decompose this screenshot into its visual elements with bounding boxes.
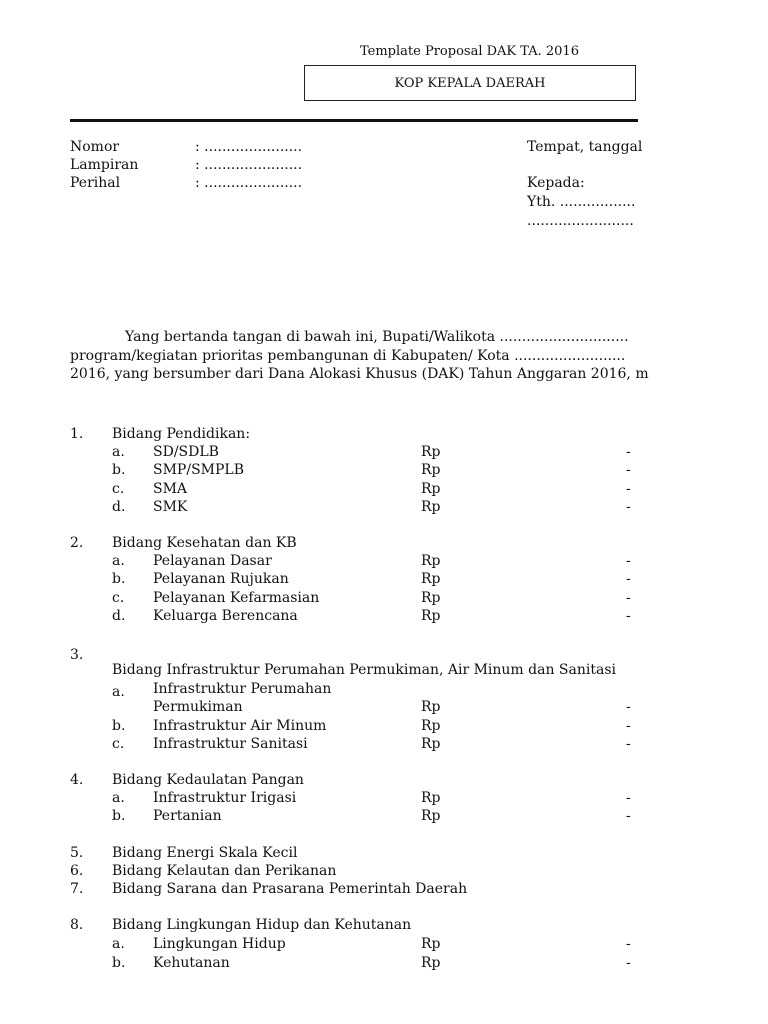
currency-label: Rp	[421, 499, 441, 515]
address-line: ........................	[527, 213, 634, 229]
item-letter: d.	[112, 499, 126, 515]
item-label: Kehutanan	[153, 955, 230, 971]
amount-dash: -	[626, 553, 631, 569]
amount-dash: -	[626, 444, 631, 460]
currency-label: Rp	[421, 553, 441, 569]
item-letter: a.	[112, 684, 125, 700]
body-line-2: program/kegiatan prioritas pembangunan di Kabupaten/ Kota .........................	[70, 348, 626, 364]
nomor-label: Nomor	[70, 139, 120, 155]
item-label: Infrastruktur Sanitasi	[153, 736, 308, 752]
item-label: SD/SDLB	[153, 444, 219, 460]
amount-dash: -	[626, 699, 631, 715]
section-number: 3.	[70, 647, 84, 663]
item-label: Pertanian	[153, 808, 222, 824]
perihal-label: Perihal	[70, 175, 121, 191]
item-label: SMP/SMPLB	[153, 462, 244, 478]
section-number: 2.	[70, 535, 84, 551]
item-label: Pelayanan Dasar	[153, 553, 272, 569]
item-label: Infrastruktur Irigasi	[153, 790, 297, 806]
kop-label: KOP KEPALA DAERAH	[394, 75, 546, 91]
section-title: Bidang Sarana dan Prasarana Pemerintah Daerah	[112, 881, 468, 897]
amount-dash: -	[626, 790, 631, 806]
currency-label: Rp	[421, 481, 441, 497]
section-title: Bidang Kedaulatan Pangan	[112, 772, 304, 788]
kop-kepala-daerah-box	[304, 65, 636, 101]
section-title: Bidang Lingkungan Hidup dan Kehutanan	[112, 917, 412, 933]
item-label: Infrastruktur Air Minum	[153, 718, 327, 734]
currency-label: Rp	[421, 571, 441, 587]
currency-label: Rp	[421, 736, 441, 752]
yth-line: Yth. .................	[527, 194, 636, 210]
nomor-value: : ......................	[195, 139, 303, 155]
item-label: Pelayanan Rujukan	[153, 571, 289, 587]
body-line-1: Yang bertanda tangan di bawah ini, Bupati/Walikota .............................	[125, 329, 629, 345]
item-letter: b.	[112, 462, 126, 478]
kepada-label: Kepada:	[527, 175, 585, 191]
item-label: SMA	[153, 481, 188, 497]
item-letter: a.	[112, 444, 125, 460]
section-number: 4.	[70, 772, 84, 788]
amount-dash: -	[626, 590, 631, 606]
lampiran-label: Lampiran	[70, 157, 139, 173]
section-number: 6.	[70, 863, 84, 879]
amount-dash: -	[626, 718, 631, 734]
section-title: Bidang Kesehatan dan KB	[112, 535, 297, 551]
section-title: Bidang Infrastruktur Perumahan Permukiman, Air Minum dan Sanitasi	[112, 662, 616, 678]
body-line-3: 2016, yang bersumber dari Dana Alokasi Khusus (DAK) Tahun Anggaran 2016, m	[70, 366, 649, 382]
lampiran-value: : ......................	[195, 157, 303, 173]
currency-label: Rp	[421, 936, 441, 952]
item-letter: c.	[112, 736, 125, 752]
header-rule	[70, 119, 638, 122]
amount-dash: -	[626, 462, 631, 478]
currency-label: Rp	[421, 808, 441, 824]
amount-dash: -	[626, 736, 631, 752]
item-letter: c.	[112, 481, 125, 497]
currency-label: Rp	[421, 590, 441, 606]
item-letter: d.	[112, 608, 126, 624]
section-number: 8.	[70, 917, 84, 933]
item-letter: b.	[112, 571, 126, 587]
section-number: 1.	[70, 426, 84, 442]
tempat-tanggal: Tempat, tanggal	[527, 139, 643, 155]
item-label: SMK	[153, 499, 188, 515]
currency-label: Rp	[421, 955, 441, 971]
item-letter: b.	[112, 718, 126, 734]
amount-dash: -	[626, 936, 631, 952]
amount-dash: -	[626, 481, 631, 497]
item-label: Lingkungan Hidup	[153, 936, 286, 952]
perihal-value: : ......................	[195, 175, 303, 191]
item-label: Pelayanan Kefarmasian	[153, 590, 320, 606]
item-letter: a.	[112, 553, 125, 569]
amount-dash: -	[626, 808, 631, 824]
section-title: Bidang Kelautan dan Perikanan	[112, 863, 337, 879]
item-label-continued: Permukiman	[153, 699, 243, 715]
currency-label: Rp	[421, 699, 441, 715]
item-label: Infrastruktur Perumahan	[153, 681, 332, 697]
currency-label: Rp	[421, 718, 441, 734]
template-title: Template Proposal DAK TA. 2016	[360, 44, 579, 59]
item-letter: b.	[112, 955, 126, 971]
amount-dash: -	[626, 608, 631, 624]
item-letter: b.	[112, 808, 126, 824]
item-letter: a.	[112, 790, 125, 806]
currency-label: Rp	[421, 790, 441, 806]
section-number: 5.	[70, 845, 84, 861]
item-letter: a.	[112, 936, 125, 952]
currency-label: Rp	[421, 462, 441, 478]
section-title: Bidang Pendidikan:	[112, 426, 251, 442]
currency-label: Rp	[421, 608, 441, 624]
item-label: Keluarga Berencana	[153, 608, 298, 624]
amount-dash: -	[626, 955, 631, 971]
amount-dash: -	[626, 499, 631, 515]
currency-label: Rp	[421, 444, 441, 460]
section-title: Bidang Energi Skala Kecil	[112, 845, 298, 861]
section-number: 7.	[70, 881, 84, 897]
item-letter: c.	[112, 590, 125, 606]
amount-dash: -	[626, 571, 631, 587]
